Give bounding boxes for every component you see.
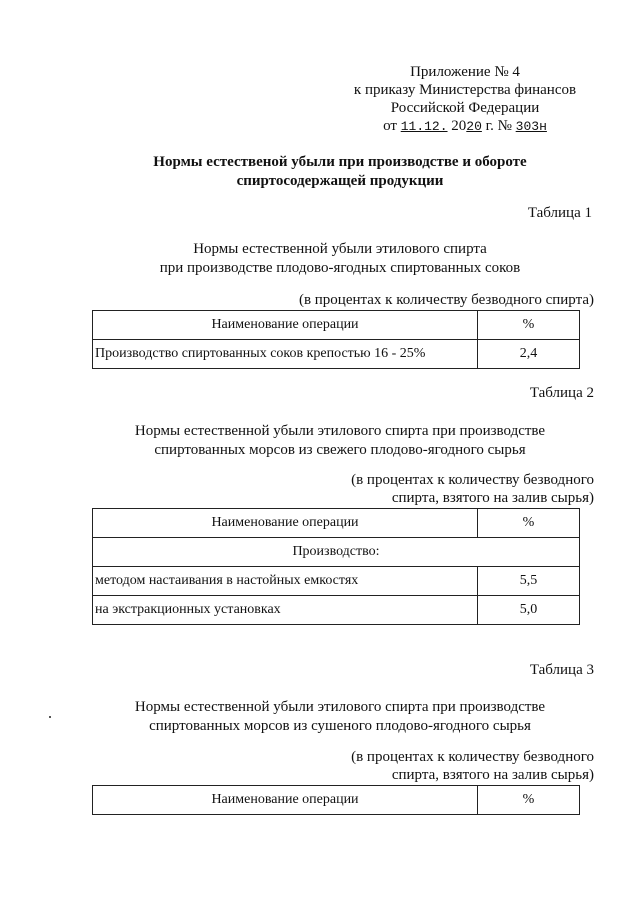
table-row: [93, 596, 580, 625]
table1-unit: (в процентах к количеству безводного спирта): [298, 292, 594, 308]
table1-label: Таблица 1: [527, 205, 592, 221]
table1-caption-line-1: Нормы естественной убыли этилового спирта: [193, 241, 487, 257]
order-number: 303н: [515, 119, 547, 134]
row-value: 5,5: [478, 567, 580, 596]
table3-unit: [351, 748, 594, 784]
header-operation: Наименование операции: [93, 786, 478, 815]
table-row: [93, 340, 580, 369]
appendix-block: [340, 63, 590, 136]
row-value: 5,0: [478, 596, 580, 625]
table2: [92, 508, 580, 625]
table2-unit-line-2: спирта, взятого на залив сырья): [391, 490, 594, 506]
row-value: 2,4: [478, 340, 580, 369]
table3-unit-line-2: спирта, взятого на залив сырья): [391, 767, 594, 783]
date-day-month: 11.12.: [400, 119, 448, 134]
table3-caption: [80, 698, 600, 736]
table2-caption-line-2: спиртованных морсов из свежего плодово-ягодного сырья: [154, 442, 526, 458]
appendix-line-1: Приложение № 4: [410, 64, 520, 80]
title-line-2: спиртосодержащей продукции: [236, 173, 444, 189]
table2-unit: [351, 471, 594, 507]
table1-caption: [80, 240, 600, 278]
section-production: Производство:: [93, 538, 580, 567]
table3-caption-line-1: Нормы естественной убыли этилового спирта при производстве: [134, 699, 546, 715]
table-header-row: [93, 311, 580, 340]
appendix-line-3: Российской Федерации: [390, 100, 540, 116]
table1-caption-line-2: при производстве плодово-ягодных спиртованных соков: [159, 260, 521, 276]
table2-caption: [80, 422, 600, 460]
appendix-date-line: [340, 117, 590, 136]
row-operation: на экстракционных установках: [93, 596, 478, 625]
date-mid: г. №: [485, 118, 512, 134]
table-row: [93, 567, 580, 596]
table-header-row: [93, 786, 580, 815]
scan-speck: [49, 716, 51, 718]
table3-caption-line-2: спиртованных морсов из сушеного плодово-ягодного сырья: [149, 718, 531, 734]
section-row: [93, 538, 580, 567]
header-percent: %: [478, 786, 580, 815]
document-title: [80, 153, 600, 191]
table3-unit-line-1: (в процентах к количеству безводного: [351, 749, 594, 765]
table2-unit-line-1: (в процентах к количеству безводного: [351, 472, 594, 488]
header-operation: Наименование операции: [93, 509, 478, 538]
date-year: 20: [466, 119, 482, 134]
header-percent: %: [478, 509, 580, 538]
row-operation: Производство спиртованных соков крепостью 16 - 25%: [93, 340, 478, 369]
table2-label: Таблица 2: [529, 385, 594, 401]
row-operation: методом настаивания в настойных емкостях: [93, 567, 478, 596]
title-line-1: Нормы естественой убыли при производстве и обороте: [153, 154, 527, 170]
date-prefix: от: [383, 118, 397, 134]
header-percent: %: [478, 311, 580, 340]
header-operation: Наименование операции: [93, 311, 478, 340]
table-header-row: [93, 509, 580, 538]
date-year-prefix: 20: [451, 118, 467, 134]
table1: [92, 310, 580, 369]
table3: [92, 785, 580, 815]
table3-label: Таблица 3: [529, 662, 594, 678]
table2-caption-line-1: Нормы естественной убыли этилового спирта при производстве: [134, 423, 546, 439]
appendix-line-2: к приказу Министерства финансов: [353, 82, 577, 98]
